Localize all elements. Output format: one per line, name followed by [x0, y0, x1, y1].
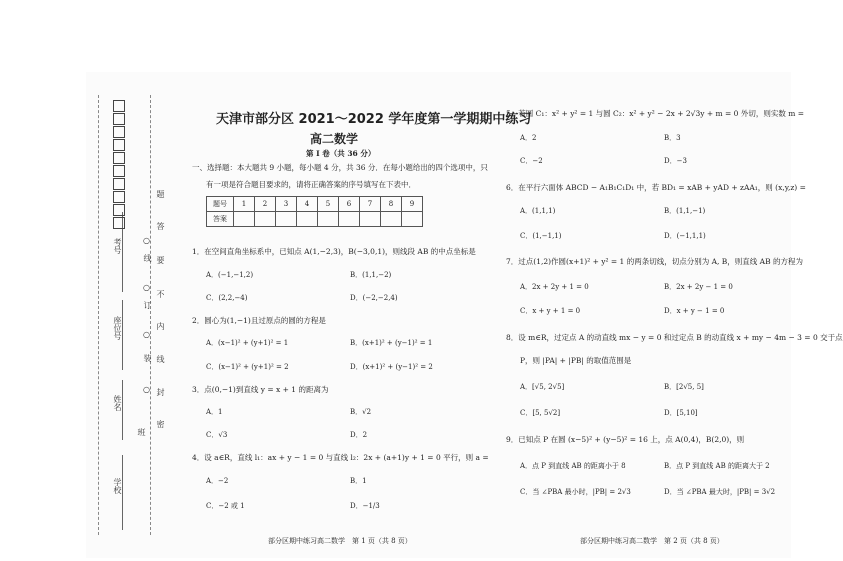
option-c: C．(2,2,−4) — [206, 294, 248, 302]
option-a: A．[√5, 2√5] — [520, 383, 565, 391]
option-b: B．1 — [350, 477, 367, 485]
answer-table-number: 9 — [402, 197, 423, 212]
field-name: 姓名 — [113, 395, 122, 411]
line-seat-number[interactable] — [122, 300, 124, 370]
id-box[interactable] — [113, 126, 125, 138]
option-c: C．当 ∠PBA 最小时，|PB| = 2√3 — [520, 488, 631, 496]
option-a: A．(x−1)² + (y+1)² = 1 — [206, 339, 289, 347]
line-school[interactable] — [122, 455, 124, 530]
id-box[interactable] — [113, 217, 125, 229]
id-box[interactable] — [113, 204, 125, 216]
answer-table — [206, 196, 423, 227]
seal-mark: 线 — [143, 254, 152, 262]
option-b: B．(x+1)² + (y−1)² = 1 — [350, 339, 433, 347]
notice-char: 封 — [156, 388, 165, 396]
option-b: B．2x + 2y − 1 = 0 — [664, 283, 733, 291]
id-box[interactable] — [113, 139, 125, 151]
question-stem: 9．已知点 P 在圆 (x−5)² + (y−5)² = 16 上，点 A(0,4)，B(2,0)，则 — [506, 435, 745, 444]
option-d: D．2 — [350, 431, 368, 439]
option-d: D．x + y − 1 = 0 — [664, 307, 725, 315]
option-a: A．2x + 2y + 1 = 0 — [520, 283, 589, 291]
answer-table-header-label: 题号 — [207, 197, 234, 212]
id-box[interactable] — [113, 152, 125, 164]
option-a: A．2 — [520, 134, 537, 142]
answer-table-number: 1 — [234, 197, 255, 212]
answer-table-number: 8 — [381, 197, 402, 212]
notice-char: 密 — [156, 420, 165, 428]
option-c: C．x + y + 1 = 0 — [520, 307, 581, 315]
seal-mark: ○ — [142, 283, 151, 292]
option-d: D．(−1,1,1) — [664, 232, 706, 240]
option-b: B．[2√5, 5] — [664, 383, 704, 391]
section-intro-line1: 一、选择题：本大题共 9 小题，每小题 4 分，共 36 分．在每小题给出的四个选项中，只 — [192, 163, 488, 172]
section-intro-line2: 有一项是符合题目要求的，请将正确答案的序号填写在下表中． — [206, 180, 416, 189]
option-a: A．−2 — [206, 477, 229, 485]
seal-mark: ○ — [142, 236, 151, 245]
option-a: A．(−1,−1,2) — [206, 271, 254, 279]
seal-mark: ○ — [142, 330, 151, 339]
option-c: C．−2 或 1 — [206, 502, 245, 510]
option-a: A．点 P 到直线 AB 的距离小于 8 — [520, 462, 626, 470]
answer-cell[interactable] — [339, 212, 360, 227]
notice-char: 要 — [156, 256, 165, 264]
option-d: D．(x+1)² + (y−1)² = 2 — [350, 363, 433, 371]
answer-table-answer-label: 答案 — [207, 212, 234, 227]
answer-cell[interactable] — [276, 212, 297, 227]
answer-table-number: 6 — [339, 197, 360, 212]
answer-cell[interactable] — [297, 212, 318, 227]
question-stem: 2．圆心为(1,−1)且过原点的圆的方程是 — [192, 316, 326, 325]
option-d: D．(−2,−2,4) — [350, 294, 398, 302]
answer-cell[interactable] — [255, 212, 276, 227]
answer-cell[interactable] — [234, 212, 255, 227]
id-box[interactable] — [113, 191, 125, 203]
option-d: D．−1/3 — [350, 502, 380, 510]
question-stem: 5．若圆 C₁：x² + y² = 1 与圆 C₂：x² + y² − 2x + 2√3y + m = 0 外切，则实数 m = — [506, 109, 805, 118]
page1-footer: 部分区期中练习高二数学 第 1 页（共 8 页） — [268, 537, 412, 545]
seal-mark: ○ — [142, 385, 151, 394]
option-c: C．[5, 5√2] — [520, 409, 561, 417]
answer-table-number: 2 — [255, 197, 276, 212]
answer-table-number: 3 — [276, 197, 297, 212]
id-box[interactable] — [113, 178, 125, 190]
answer-cell[interactable] — [360, 212, 381, 227]
option-d: D．−3 — [664, 157, 687, 165]
notice-char: 不 — [156, 290, 165, 298]
exam-title: 天津市部分区 2021～2022 学年度第一学期期中练习 — [216, 112, 532, 127]
id-box[interactable] — [113, 113, 125, 125]
question-stem: 8．设 m∈R，过定点 A 的动直线 mx − y = 0 和过定点 B 的动直线 x + my − 4m − 3 = 0 交于点 — [506, 333, 843, 342]
notice-char: 线 — [156, 355, 165, 363]
option-c: C．−2 — [520, 157, 543, 165]
option-d: D．当 ∠PBA 最大时，|PB| = 3√2 — [664, 488, 776, 496]
option-d: D．[5,10] — [664, 409, 698, 417]
question-stem: 4．设 a∈R，直线 l₁：ax + y − 1 = 0 与直线 l₂：2x + (a+1)y + 1 = 0 平行，则 a = — [192, 453, 489, 462]
field-seat-number: 座位号 — [113, 316, 122, 340]
volume-heading: 第 Ⅰ 卷（共 36 分） — [306, 149, 376, 158]
answer-cell[interactable] — [381, 212, 402, 227]
option-b: B．(1,1,−2) — [350, 271, 392, 279]
exam-subject: 高二数学 — [310, 132, 359, 146]
binding-dash-line-outer — [98, 95, 99, 535]
id-box[interactable] — [113, 100, 125, 112]
answer-table-number: 5 — [318, 197, 339, 212]
notice-char: 内 — [156, 322, 165, 330]
option-c: C．(1,−1,1) — [520, 232, 562, 240]
field-school: 学校 — [113, 478, 122, 494]
option-b: B．3 — [664, 134, 681, 142]
question-stem: 7．过点(1,2)作圆(x+1)² + y² = 1 的两条切线，切点分别为 A, B，则直线 AB 的方程为 — [506, 257, 803, 266]
field-exam-number: 考号 — [113, 238, 122, 254]
option-b: B．点 P 到直线 AB 的距离大于 2 — [664, 462, 770, 470]
question-stem: 3．点(0,−1)到直线 y = x + 1 的距离为 — [192, 385, 329, 394]
page2-footer: 部分区期中练习高二数学 第 2 页（共 8 页） — [580, 537, 724, 545]
option-a: A．(1,1,1) — [520, 207, 556, 215]
notice-char: 题 — [156, 190, 165, 198]
answer-table-number: 4 — [297, 197, 318, 212]
seal-mark: 订 — [143, 301, 152, 309]
option-c: C．√3 — [206, 431, 228, 439]
option-c: C．(x−1)² + (y+1)² = 2 — [206, 363, 289, 371]
seal-mark: 装 — [143, 354, 152, 362]
binding-dash-line-inner — [150, 95, 151, 535]
field-class: 班 — [137, 428, 146, 436]
question-stem: 1．在空间直角坐标系中，已知点 A(1,−2,3)，B(−3,0,1)，则线段 AB 的中点坐标是 — [192, 247, 476, 256]
option-b: B．(1,1,−1) — [664, 207, 706, 215]
notice-char: 答 — [156, 222, 165, 230]
question-stem: 6．在平行六面体 ABCD − A₁B₁C₁D₁ 中，若 BD₁ = xAB + yAD + zAA₁，则 (x,y,z) = — [506, 183, 806, 192]
answer-table-number: 7 — [360, 197, 381, 212]
answer-cell[interactable] — [318, 212, 339, 227]
line-name[interactable] — [122, 380, 124, 440]
id-box[interactable] — [113, 165, 125, 177]
answer-cell[interactable] — [402, 212, 423, 227]
option-b: B．√2 — [350, 408, 372, 416]
option-a: A．1 — [206, 408, 223, 416]
question-stem-continued: P，则 |PA| + |PB| 的取值范围是 — [520, 356, 632, 365]
